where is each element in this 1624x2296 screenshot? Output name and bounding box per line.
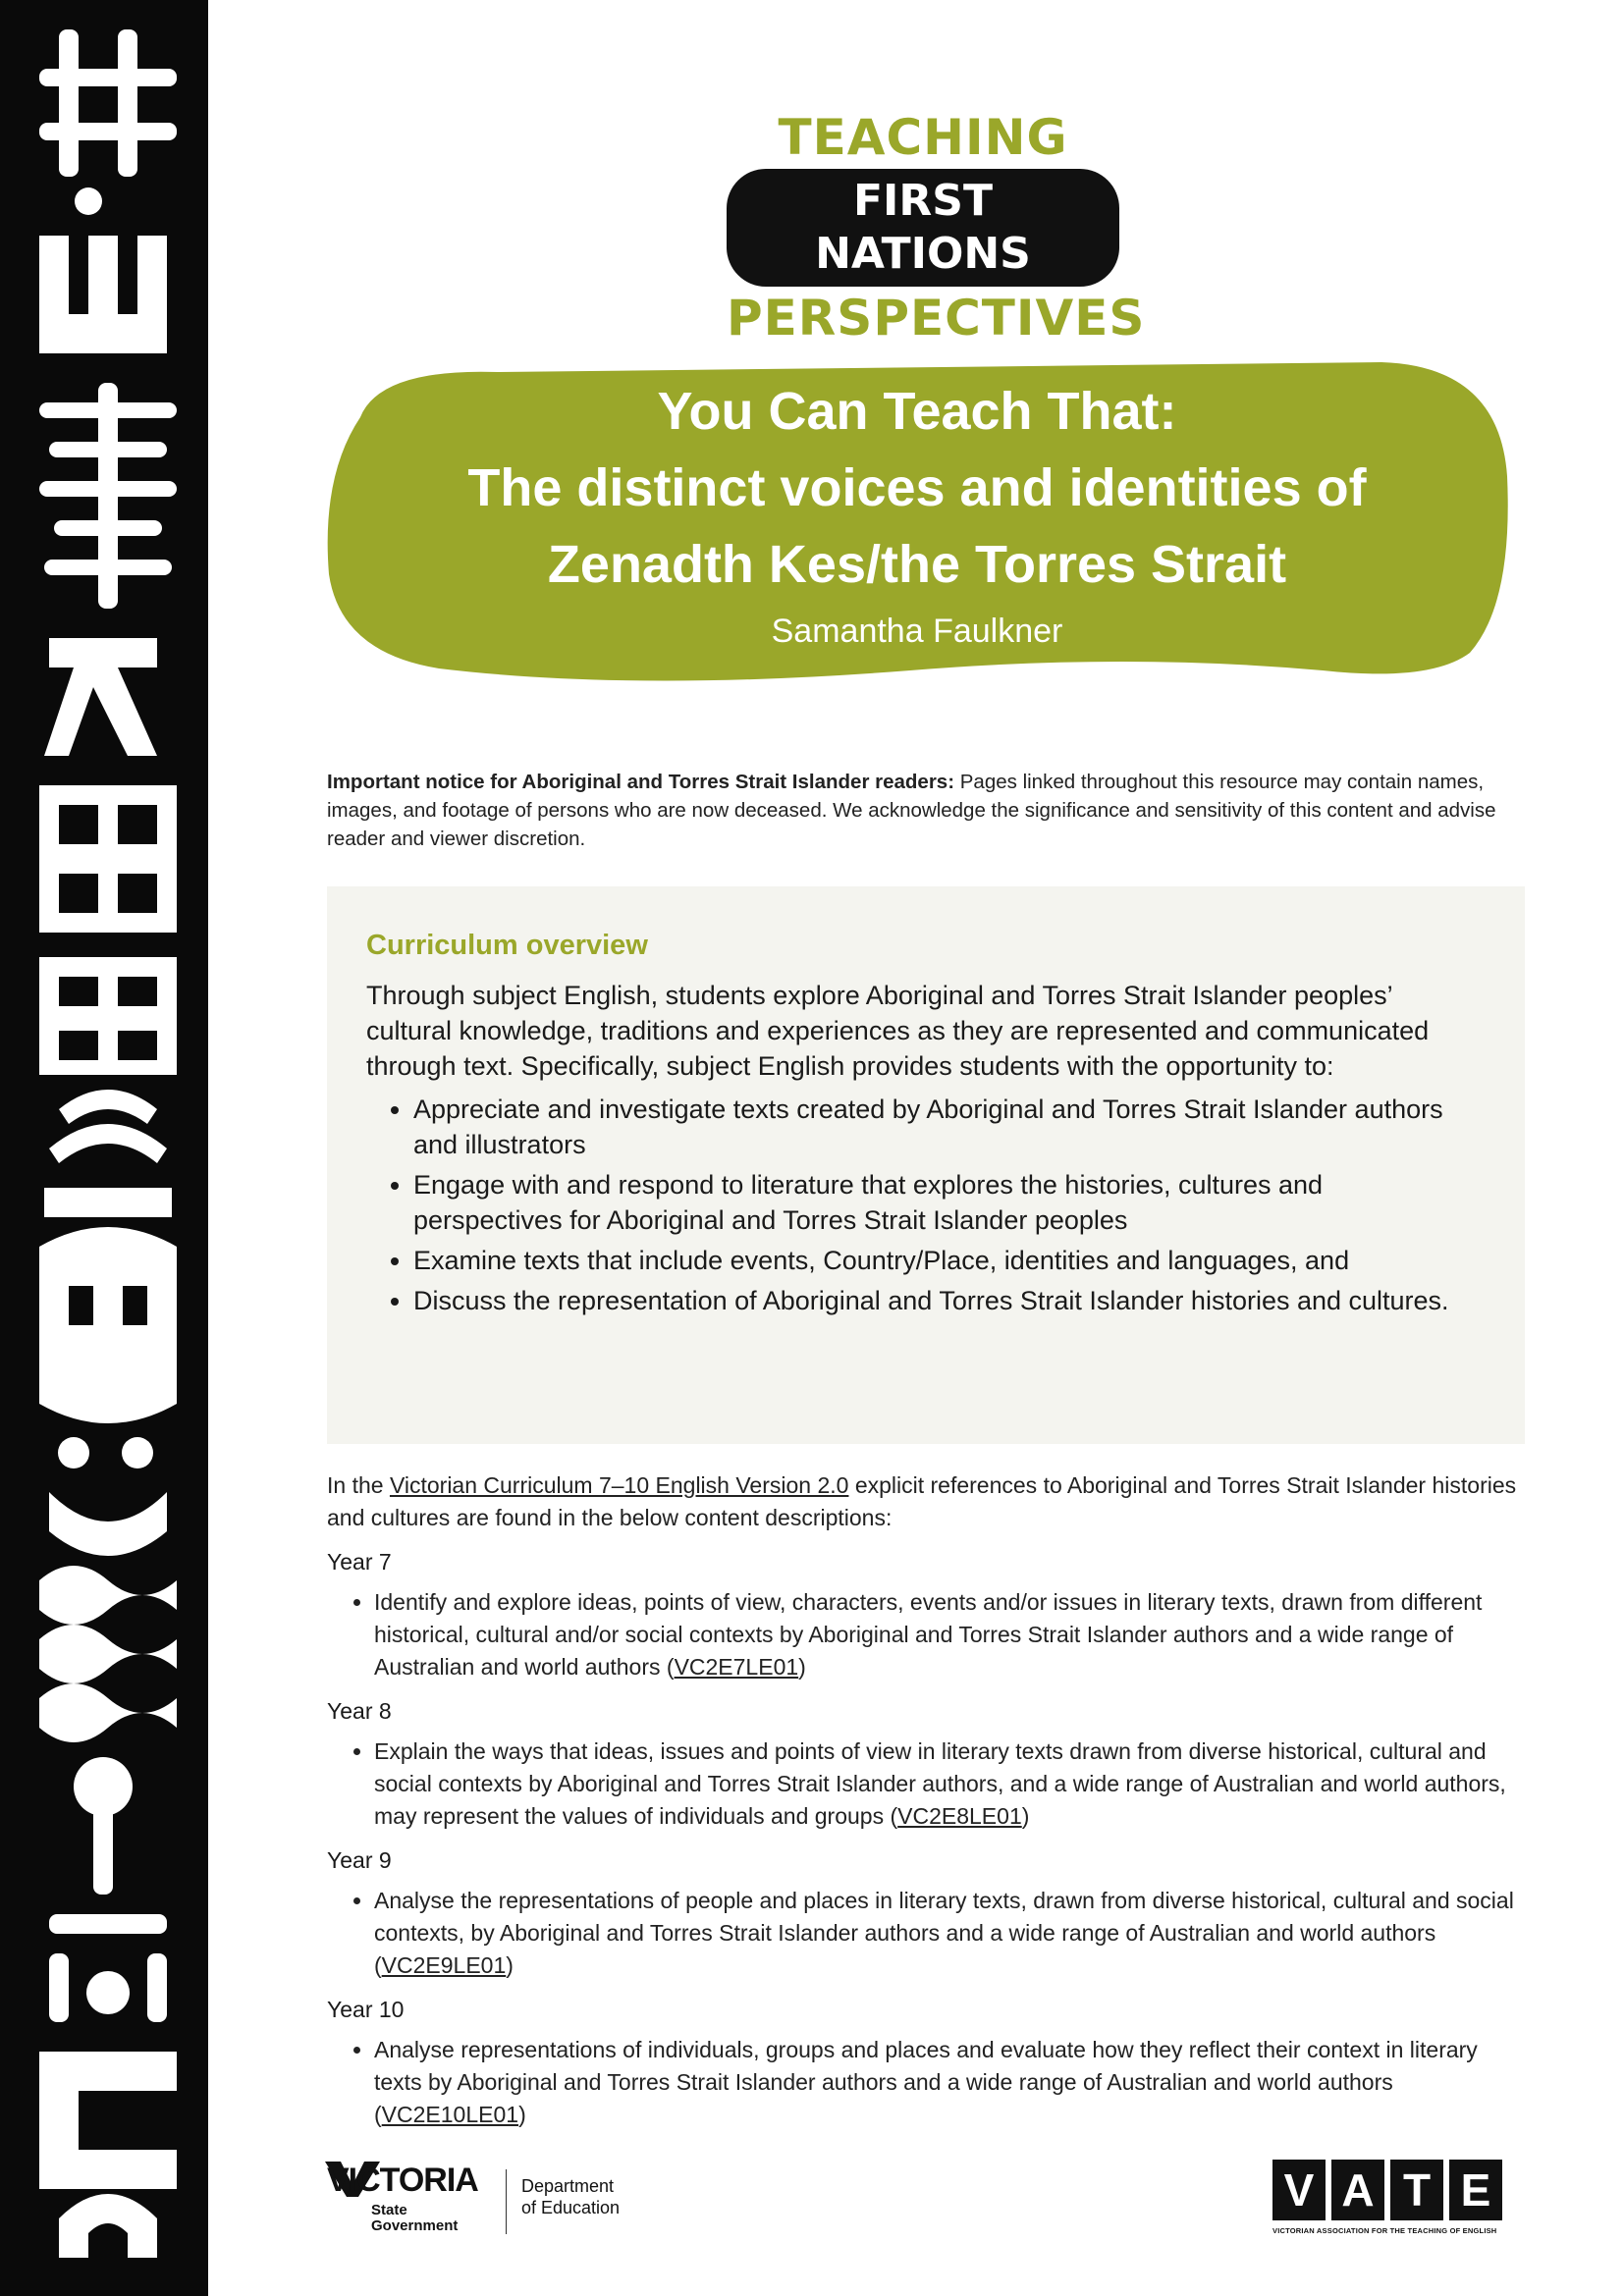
list-item: • Engage with and respond to literature that explores the histories, cultures and perspectives for Aboriginal and Torres Strait Islander peoples <box>413 1167 1474 1238</box>
vate-tagline: VICTORIAN ASSOCIATION FOR THE TEACHING OF ENGLISH <box>1272 2226 1497 2235</box>
victorian-curriculum-link[interactable]: Victorian Curriculum 7–10 English Version 2.0 <box>389 1472 849 1498</box>
victoria-government-logo <box>327 2160 680 2248</box>
list-item <box>374 2034 1525 2131</box>
close-paren: ) <box>506 1952 514 1978</box>
department-of-education-text <box>521 2175 620 2218</box>
state-government-text <box>371 2203 458 2234</box>
list-item <box>374 1885 1525 1982</box>
close-paren: ) <box>518 2102 526 2127</box>
decorative-side-band <box>0 0 208 2296</box>
vate-letter-e: E <box>1449 2160 1502 2220</box>
curriculum-references <box>327 1469 1525 2143</box>
logo-divider <box>506 2169 507 2234</box>
notice-lead: Important notice for Aboriginal and Torres Strait Islander readers: <box>327 771 955 793</box>
intro-text-end: explicit references to Aboriginal and Torres Strait Islander histories and cultures are found in the below content descriptions: <box>327 1472 1517 1530</box>
notice-body: Pages linked throughout this resource may contain names, images, and footage of persons who are now deceased. We acknowledge the significance and sensitivity of this content and advise reader and viewer discretion. <box>327 771 1496 850</box>
list-item: • Appreciate and investigate texts created by Aboriginal and Torres Strait Islander authors and illustrators <box>413 1092 1474 1162</box>
list-item: • Examine texts that include events, Country/Place, identities and languages, and <box>413 1243 1474 1278</box>
cultural-pattern-icon <box>0 0 208 2296</box>
important-notice <box>327 768 1515 853</box>
vate-logo <box>1272 2160 1508 2248</box>
brand-word-perspectives: PERSPECTIVES <box>727 290 1146 347</box>
content-description: Analyse the representations of people and places in literary texts, drawn from diverse historical, cultural and social contexts, by Aboriginal and Torres Strait Islander authors and a wide range of Australian and world authors ( <box>374 1888 1514 1978</box>
vic-sub-line-1: State <box>371 2202 407 2218</box>
brand-logo <box>727 108 1146 347</box>
brand-word-teaching: TEACHING <box>778 109 1068 166</box>
list-item <box>374 1586 1525 1683</box>
vate-letter-a: A <box>1331 2160 1384 2220</box>
content-description: Explain the ways that ideas, issues and points of view in literary texts drawn from diverse historical, cultural and social contexts by Aboriginal and Torres Strait Islander authors, and a wide range of Australian and world authors, may represent the values of individuals and groups ( <box>374 1738 1506 1829</box>
year-7-list <box>327 1586 1525 1683</box>
author-name: Samantha Faulkner <box>771 613 1063 650</box>
dept-line-2: of Education <box>521 2198 621 2217</box>
close-paren: ) <box>1021 1803 1030 1829</box>
dept-line-1: Department <box>521 2176 615 2196</box>
code-link-vc2e8le01[interactable]: VC2E8LE01 <box>897 1803 1022 1829</box>
year-8-list <box>327 1735 1525 1833</box>
brand-pill-first-nations: FIRST NATIONS <box>727 169 1119 287</box>
intro-text: In the <box>327 1472 390 1498</box>
victoria-wordmark: VICTORIA <box>327 2162 478 2199</box>
content-description: Analyse representations of individuals, groups and places and evaluate how they reflect their context in literary texts by Aboriginal and Torres Strait Islander authors and a wide range of Australian and world authors ( <box>374 2037 1478 2127</box>
page-title-line-3: Zenadth Kes/the Torres Strait <box>547 535 1287 594</box>
title-block <box>321 373 1513 656</box>
year-9-list <box>327 1885 1525 1982</box>
vate-letter-t: T <box>1390 2160 1443 2220</box>
year-10-list <box>327 2034 1525 2131</box>
list-item <box>374 1735 1525 1833</box>
list-item: • Discuss the representation of Aboriginal and Torres Strait Islander histories and cultures. <box>413 1283 1474 1318</box>
curriculum-intro <box>327 1469 1525 1534</box>
content-description: Identify and explore ideas, points of view, characters, events and/or issues in literary texts, drawn from different historical, cultural and/or social contexts by Aboriginal and Torres Strait Islander authors and a wide range of Australian and world authors ( <box>374 1589 1483 1680</box>
overview-heading: Curriculum overview <box>366 930 648 961</box>
year-10-label: Year 10 <box>327 1997 405 2022</box>
code-link-vc2e10le01[interactable]: VC2E10LE01 <box>381 2102 519 2127</box>
page-title-line-2: The distinct voices and identities of <box>467 458 1367 517</box>
year-9-label: Year 9 <box>327 1847 392 1873</box>
code-link-vc2e7le01[interactable]: VC2E7LE01 <box>674 1654 799 1680</box>
code-link-vc2e9le01[interactable]: VC2E9LE01 <box>381 1952 507 1978</box>
overview-paragraph: Through subject English, students explore Aboriginal and Torres Strait Islander peoples’ cultural knowledge, traditions and experiences as they are represented and communicated through text. Specifically, subject English provides students with the opportunity to: <box>366 981 1430 1081</box>
curriculum-overview-box <box>327 886 1525 1444</box>
close-paren: ) <box>798 1654 806 1680</box>
year-7-label: Year 7 <box>327 1549 392 1575</box>
vate-letter-v: V <box>1272 2160 1326 2220</box>
vic-sub-line-2: Government <box>371 2217 459 2234</box>
year-8-label: Year 8 <box>327 1698 392 1724</box>
page-title-line-1: You Can Teach That: <box>657 382 1177 441</box>
overview-bullet-list <box>366 1092 1474 1318</box>
